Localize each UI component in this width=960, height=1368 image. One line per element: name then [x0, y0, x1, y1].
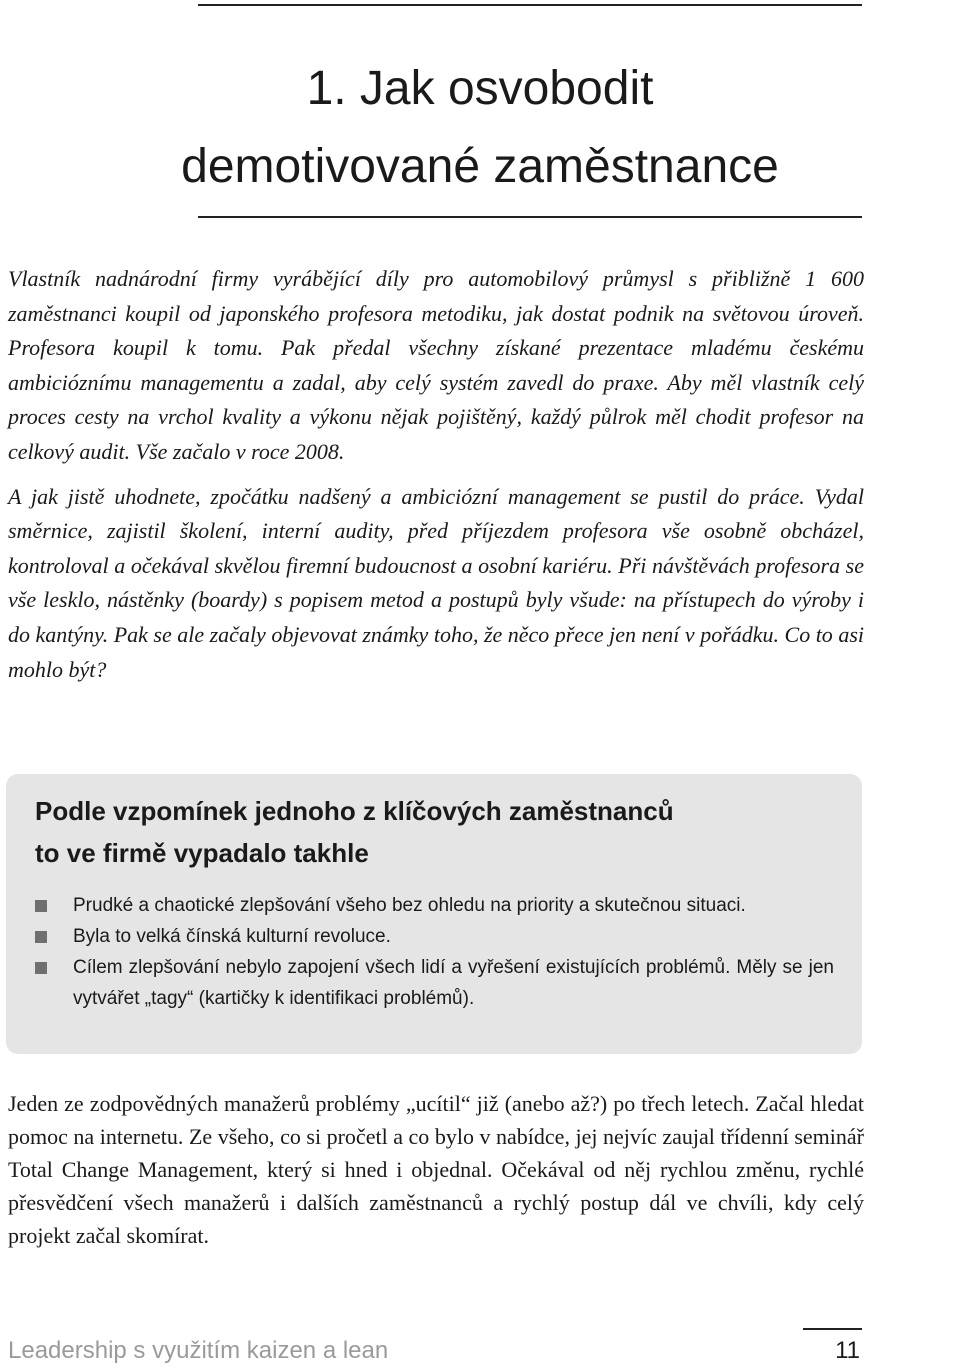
- intro-text: [8, 262, 864, 687]
- callout-item-text: Cílem zlepšování nebylo zapojení všech lidí a vyřešení existujících problémů. Měly se jen vytvářet „tagy“ (kartičky k identifikaci problémů).: [73, 957, 834, 1009]
- intro-paragraph-1: Vlastník nadnárodní firmy vyrábějící díly pro automobilový průmysl s přibližně 1 600 zaměstnanci koupil od japonského profesora metodiku, jak dostat podnik na světovou úroveň. Profesora koupil k tomu. Pak předal všechny získané prezentace mladému českému ambicióznímu managementu a zadal, aby celý systém zavedl do praxe. Aby měl vlastník celý proces cesty na vrchol kvality a výkonu nějak pojištěný, každý půlrok měl chodit profesor na celkový audit. Vše začalo v roce 2008.: [8, 266, 864, 464]
- square-bullet-icon: [35, 962, 47, 974]
- top-rule: [198, 4, 862, 6]
- chapter-title-line-1: 1. Jak osvobodit: [306, 62, 654, 115]
- callout-title-line-1: Podle vzpomínek jednoho z klíčových zaměstnanců: [35, 796, 674, 826]
- callout-item-text: Prudké a chaotické zlepšování všeho bez ohledu na priority a skutečnou situaci.: [73, 895, 746, 916]
- square-bullet-icon: [35, 931, 47, 943]
- footer-book-title: Leadership s využitím kaizen a lean: [8, 1337, 389, 1364]
- callout-list-item: [35, 952, 834, 1014]
- square-bullet-icon: [35, 900, 47, 912]
- callout-title-line-2: to ve firmě vypadalo takhle: [35, 838, 369, 868]
- callout-title: [35, 790, 834, 874]
- footer-rule: [803, 1328, 862, 1330]
- chapter-title: [80, 50, 880, 206]
- title-rule: [198, 216, 862, 218]
- callout-item-text: Byla to velká čínská kulturní revoluce.: [73, 926, 391, 947]
- callout-box: [6, 774, 862, 1054]
- intro-paragraph-2: A jak jistě uhodnete, zpočátku nadšený a ambiciózní management se pustil do práce. Vydal směrnice, zajistil školení, interní audity, před příjezdem profesora vše osobně obcházel, kontroloval a očekával skvělou firemní budoucnost a osobní kariéru. Při návštěvách profesora se vše lesklo, nástěnky (boardy) s popisem metod a postupů byly všude: na přístupech do výroby i do kantýny. Pak se ale začaly objevovat známky toho, že něco přece jen není v pořádku. Co to asi mohlo být?: [8, 483, 864, 682]
- outro-paragraph: Jeden ze zodpovědných manažerů problémy „ucítil“ již (anebo až?) po třech letech. Začal hledat pomoc na internetu. Ze všeho, co si pročetl a co bylo v nabídce, jej nejvíc zaujal třídenní seminář Total Change Management, který si hned i objednal. Očekával od něj rychlou změnu, rychlé přesvědčení všech manažerů i dalších zaměstnanců a rychlý postup dál ve chvíli, kdy celý projekt začal skomírat.: [8, 1091, 864, 1248]
- callout-list-item: [35, 921, 834, 952]
- chapter-title-line-2: demotivované zaměstnance: [181, 140, 779, 193]
- callout-list-item: [35, 890, 834, 921]
- page-number: 11: [835, 1337, 860, 1364]
- callout-list: [35, 890, 834, 1014]
